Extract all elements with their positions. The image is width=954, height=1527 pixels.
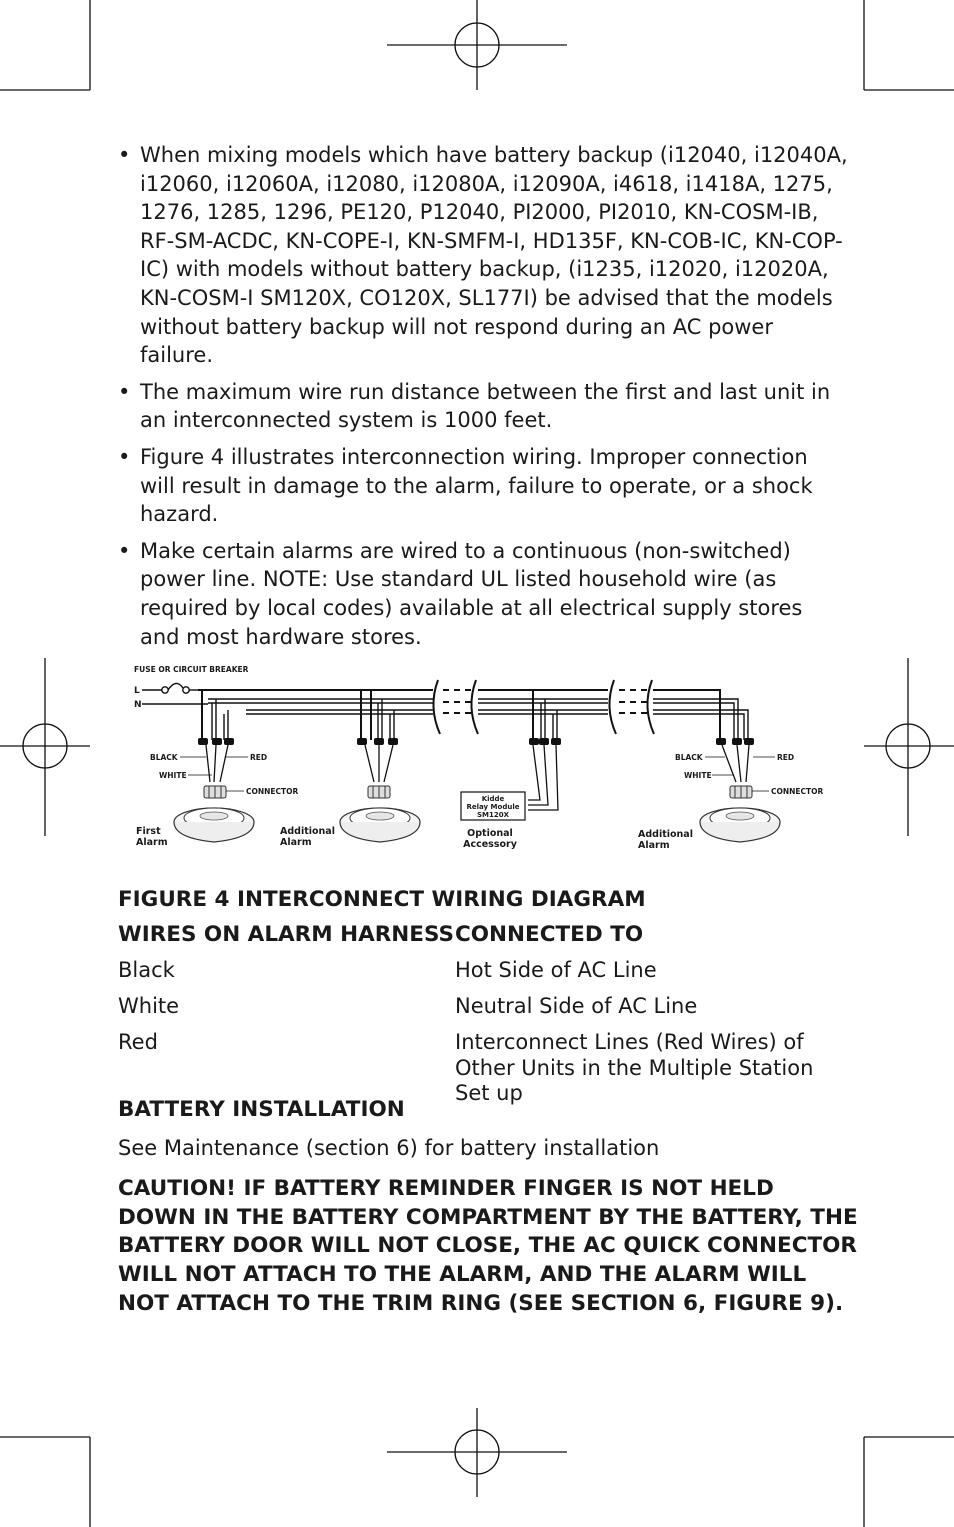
fuse-icon	[142, 683, 208, 704]
registration-mark-top	[387, 0, 567, 90]
column-header: CONNECTED TO	[455, 922, 644, 947]
first-alarm-label: Alarm	[136, 837, 168, 848]
connector-icon	[730, 786, 752, 798]
black-wire-label: BLACK	[675, 753, 703, 762]
bullet-item	[118, 378, 848, 435]
wire-connection: Neutral Side of AC Line	[455, 994, 698, 1018]
line-n-label: N	[134, 700, 142, 710]
bullet-item	[118, 537, 848, 651]
relay-label: SM120X	[476, 811, 510, 819]
battery-installation-text: See Maintenance (section 6) for battery installation	[118, 1136, 660, 1160]
column-header: WIRES ON ALARM HARNESS	[118, 922, 454, 947]
smoke-alarm-icon	[174, 808, 254, 842]
connector-icon	[204, 786, 226, 798]
table-row	[118, 958, 848, 994]
bullet-dot: •	[118, 379, 131, 404]
white-wire-label: WHITE	[159, 771, 187, 780]
fuse-label: FUSE OR CIRCUIT BREAKER	[134, 665, 249, 674]
line-l-label: L	[134, 686, 140, 696]
bullet-item	[118, 443, 848, 529]
additional-alarm-label: Additional	[280, 826, 335, 837]
registration-mark-right	[864, 658, 954, 836]
black-wire-label: BLACK	[150, 753, 178, 762]
battery-installation-heading: BATTERY INSTALLATION	[118, 1097, 405, 1122]
wire-name: Red	[118, 1030, 158, 1054]
bullet-text: The maximum wire run distance between the first and last unit in an interconnected system is 1000 feet.	[140, 379, 831, 433]
optional-accessory-label: Optional	[467, 828, 513, 839]
connector-label: CONNECTOR	[771, 787, 824, 796]
wire-connection: Hot Side of AC Line	[455, 958, 657, 982]
bullet-text: When mixing models which have battery backup (i12040, i12040A, i12060, i12060A, i12080, i12080A, i12090A, i4618, i1418A, 1275, 1276, 1285, 1296, PE120, P12040, PI2000, PI2010, KN-COSM-IB, RF-SM-ACDC, KN-COPE-I, KN-SMFM-I, HD135F, KN-COB-IC, KN-COP-IC) with models without battery backup, (i1235, i12020, i12020A, KN-COSM-I SM120X, CO120X, SL177I) be advised that the models without battery backup will not respond during an AC power failure.	[140, 143, 848, 368]
optional-accessory-label: Accessory	[463, 839, 517, 850]
wire-connection: Interconnect Lines (Red Wires) of Other Units in the Multiple Station Set up	[455, 1030, 814, 1106]
first-alarm-label: First	[136, 826, 161, 837]
bullet-item	[118, 141, 848, 370]
smoke-alarm-icon	[340, 808, 420, 842]
additional-alarm-label: Additional	[638, 829, 693, 840]
table-header-row	[118, 922, 848, 958]
smoke-alarm-icon	[700, 808, 780, 842]
additional-alarm-label: Alarm	[638, 840, 670, 851]
additional-alarm-label: Alarm	[280, 837, 312, 848]
caution-text: CAUTION! IF BATTERY REMINDER FINGER IS NOT HELD DOWN IN THE BATTERY COMPARTMENT BY THE BATTERY, THE BATTERY DOOR WILL NOT CLOSE, THE AC QUICK CONNECTOR WILL NOT ATTACH TO THE ALARM, AND THE ALARM WILL NOT ATTACH TO THE TRIM RING (SEE SECTION 6, FIGURE 9).	[118, 1176, 858, 1316]
wire-name: Black	[118, 958, 175, 982]
bullet-text: Figure 4 illustrates interconnection wiring. Improper connection will result in damage to the alarm, failure to operate, or a shock hazard.	[140, 444, 813, 527]
interconnect-wiring-diagram	[128, 662, 828, 862]
connector-label: CONNECTOR	[246, 787, 299, 796]
table-row	[118, 994, 848, 1030]
table-row	[118, 1030, 848, 1106]
bullet-dot: •	[118, 538, 131, 563]
figure-title: FIGURE 4 INTERCONNECT WIRING DIAGRAM	[118, 887, 646, 912]
wire-name: White	[118, 994, 180, 1018]
red-wire-label: RED	[777, 753, 795, 762]
registration-mark-bottom	[387, 1408, 567, 1497]
registration-mark-left	[0, 658, 90, 836]
wiring-table	[118, 922, 848, 1106]
white-wire-label: WHITE	[684, 771, 712, 780]
bullet-list	[118, 141, 848, 659]
bullet-text: Make certain alarms are wired to a continuous (non-switched) power line. NOTE: Use standard UL listed household wire (as required by local codes) available at all electrical supply stores and most hardware stores.	[140, 538, 803, 649]
bullet-dot: •	[118, 143, 131, 167]
bullet-dot: •	[118, 444, 131, 469]
connector-icon	[368, 786, 390, 798]
relay-label: Relay Module	[466, 803, 520, 811]
relay-label: Kidde	[481, 795, 505, 803]
red-wire-label: RED	[250, 753, 268, 762]
